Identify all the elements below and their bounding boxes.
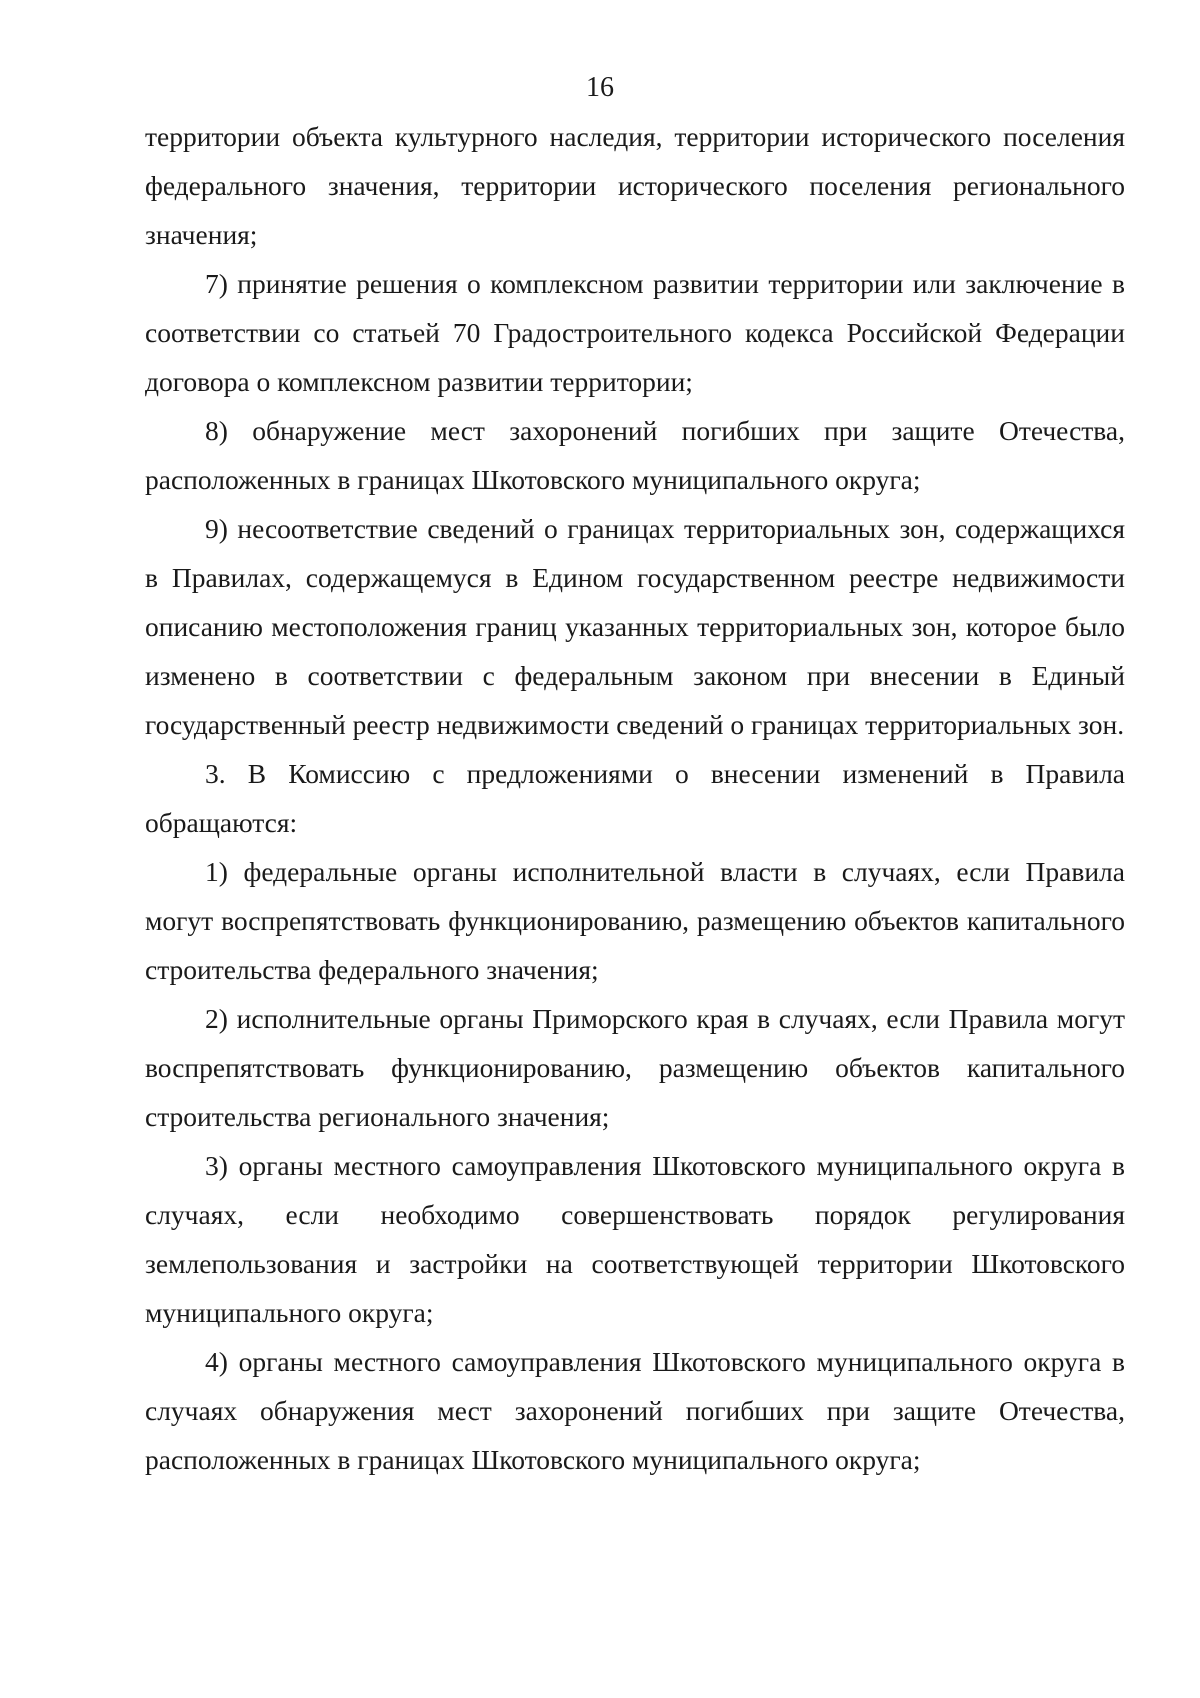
paragraph-continuation: территории объекта культурного наследия, территории исторического поселения федерального значения, территории исторического поселения регионального значения; [145,121,1125,250]
paragraph-subitem-3: 3) органы местного самоуправления Шкотовского муниципального округа в случаях, если необходимо совершенствовать порядок регулирования землепользования и застройки на соответствующей территории Шкотовского муниципального округа; [145,1150,1125,1328]
paragraph-subitem-1: 1) федеральные органы исполнительной власти в случаях, если Правила могут воспрепятствовать функционированию, размещению объектов капитального строительства федерального значения; [145,856,1125,985]
paragraph-item-9: 9) несоответствие сведений о границах территориальных зон, содержащихся в Правилах, содержащемуся в Едином государственном реестре недвижимости описанию местоположения границ указанных территориальных зон, которое было изменено в соответствии с федеральным законом при внесении в Единый государственный реестр недвижимости сведений о границах территориальных зон. [145,513,1125,740]
page-number: 16 [586,72,614,103]
paragraph-subitem-4: 4) органы местного самоуправления Шкотовского муниципального округа в случаях обнаружения мест захоронений погибших при защите Отечества, расположенных в границах Шкотовского муниципального округа; [145,1346,1125,1475]
paragraph-item-7: 7) принятие решения о комплексном развитии территории или заключение в соответствии со статьей 70 Градостроительного кодекса Российской Федерации договора о комплексном развитии территории; [145,268,1125,397]
document-body [145,112,1125,1484]
paragraph-section-3: 3. В Комиссию с предложениями о внесении изменений в Правила обращаются: [145,758,1125,838]
paragraph-subitem-2: 2) исполнительные органы Приморского края в случаях, если Правила могут воспрепятствовать функционированию, размещению объектов капитального строительства регионального значения; [145,1003,1125,1132]
paragraph-item-8: 8) обнаружение мест захоронений погибших при защите Отечества, расположенных в границах Шкотовского муниципального округа; [145,415,1125,495]
